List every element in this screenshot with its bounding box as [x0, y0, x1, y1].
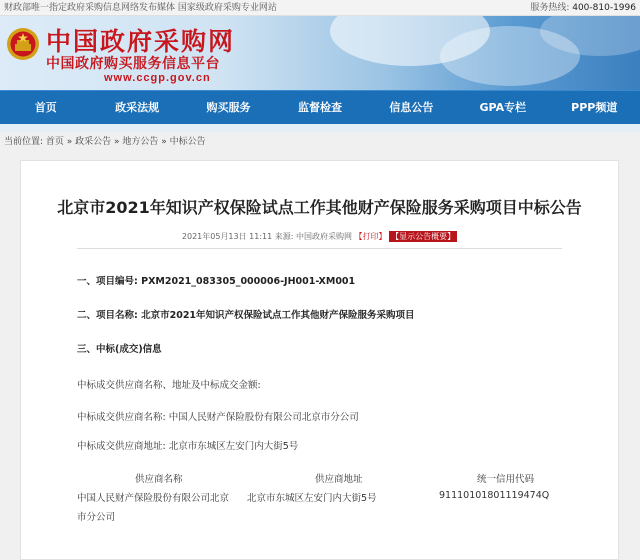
table-header-supplier-address: 供应商地址: [315, 474, 363, 485]
breadcrumb-link-home[interactable]: 首页: [45, 137, 64, 147]
breadcrumb-link-announcements[interactable]: 政采公告: [75, 137, 112, 147]
nav-item-purchase-services[interactable]: 购买服务: [206, 101, 251, 114]
project-number-line: 一、项目编号: PXM2021_083305_000006-JH001-XM001: [77, 276, 356, 287]
breadcrumb-link-local[interactable]: 地方公告: [122, 137, 159, 147]
supplier-name-line: 中标成交供应商名称: 中国人民财产保险股份有限公司北京市分公司: [77, 412, 359, 423]
article-meta: [21, 231, 618, 242]
breadcrumb-separator: »: [111, 137, 123, 147]
nav-item-home[interactable]: 首页: [34, 101, 57, 114]
award-info-heading: 三、中标(成交)信息: [77, 344, 162, 355]
title-divider: [77, 248, 562, 249]
table-cell-supplier-name-1: 中国人民财产保险股份有限公司北京: [77, 493, 230, 504]
article-date-source: 2021年05月13日 11:11 来源: 中国政府采购网: [181, 232, 352, 241]
nav-item-ppp[interactable]: PPP频道: [571, 101, 618, 114]
site-logo-subtitle: 中国政府购买服务信息平台: [46, 56, 220, 72]
table-cell-credit-code: 91110101801119474Q: [439, 490, 550, 501]
project-name-line: 二、项目名称: 北京市2021年知识产权保险试点工作其他财产保险服务采购项目: [77, 310, 415, 321]
nav-item-gpa[interactable]: GPA专栏: [479, 101, 527, 114]
print-link[interactable]: 【打印】: [354, 232, 387, 241]
national-emblem-icon: [6, 27, 40, 61]
breadcrumb-separator: »: [158, 137, 170, 147]
hotline-number: 400-810-1996: [572, 3, 636, 13]
supplier-address-line: 中标成交供应商地址: 北京市东城区左安门内大街5号: [77, 441, 299, 452]
site-logo-url: www.ccgp.gov.cn: [104, 72, 211, 84]
table-cell-supplier-name-2: 市分公司: [77, 512, 116, 523]
site-banner: [0, 16, 640, 90]
breadcrumb-prefix: 当前位置:: [4, 137, 44, 147]
top-info-bar: [0, 0, 640, 16]
nav-spacer: [0, 124, 640, 132]
hotline-label: 服务热线:: [530, 3, 570, 13]
site-slogan: 财政部唯一指定政府采购信息网络发布媒体 国家级政府采购专业网站: [4, 3, 277, 13]
service-hotline: [530, 0, 636, 16]
main-nav: [0, 90, 640, 124]
nav-item-supervision[interactable]: 监督检查: [297, 101, 342, 114]
table-header-credit-code: 统一信用代码: [477, 474, 535, 485]
show-summary-button[interactable]: 【显示公告概要】: [391, 232, 456, 241]
breadcrumb-link-award[interactable]: 中标公告: [169, 137, 206, 147]
breadcrumb: [0, 132, 640, 152]
announcement-article: [20, 160, 619, 560]
table-header-supplier-name: 供应商名称: [135, 474, 183, 485]
breadcrumb-separator: »: [63, 137, 76, 147]
article-title: 北京市2021年知识产权保险试点工作其他财产保险服务采购项目中标公告: [57, 198, 582, 217]
site-logo-title[interactable]: 中国政府采购网: [46, 27, 236, 56]
award-intro-line: 中标成交供应商名称、地址及中标成交金额:: [77, 380, 261, 391]
nav-item-regulations[interactable]: 政采法规: [115, 101, 160, 114]
table-cell-supplier-address: 北京市东城区左安门内大街5号: [247, 493, 377, 504]
nav-item-announcements[interactable]: 信息公告: [389, 101, 434, 114]
